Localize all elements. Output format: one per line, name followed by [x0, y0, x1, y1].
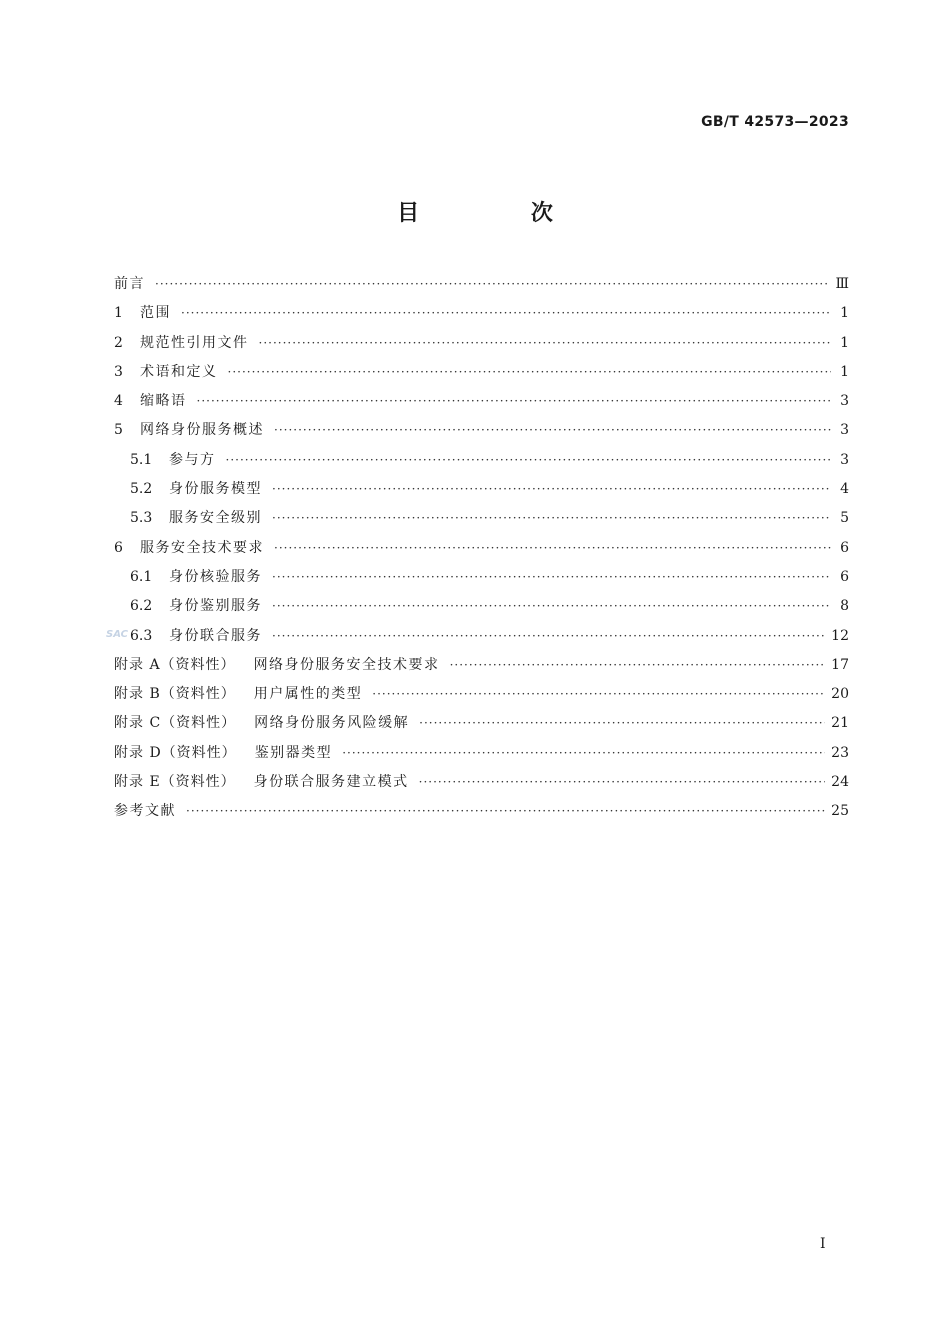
toc-entry-label: 身份联合服务: [169, 627, 262, 644]
toc-entry-number: 5.2: [130, 481, 153, 498]
toc-annex-heading: 附录 B（资料性）: [114, 686, 236, 703]
toc-annex-heading: 附录 A（资料性）: [114, 656, 236, 673]
toc-entry-page: 4: [840, 481, 849, 498]
toc-entry-page: 17: [831, 656, 849, 673]
toc-entry-label: 前言: [114, 276, 145, 292]
toc-entry-number: 6: [114, 539, 123, 556]
footer-page-number: I: [820, 1236, 826, 1252]
toc-leader-dots: [419, 709, 825, 738]
toc-leader-dots: [450, 651, 826, 680]
toc-entry-page: 25: [831, 803, 849, 820]
toc-entry-number: 3: [114, 363, 123, 380]
toc-entry-annex-a[interactable]: [114, 651, 849, 680]
toc-entry-page: 6: [840, 568, 849, 585]
toc-entry-annex-b[interactable]: [114, 680, 849, 709]
toc-entry-page: 8: [840, 598, 849, 615]
toc-entry-label: 网络身份服务风险缓解: [254, 715, 410, 732]
toc-leader-dots: [186, 797, 825, 826]
toc-entry-annex-c[interactable]: [114, 709, 849, 738]
toc-leader-dots: [272, 504, 831, 533]
toc-leader-dots: [274, 416, 831, 445]
toc-entry-number: 5.1: [130, 451, 153, 468]
toc-entry-page: 3: [840, 393, 849, 410]
toc-entry-annex-d[interactable]: [114, 739, 849, 768]
toc-annex-heading: 附录 C（资料性）: [114, 715, 237, 732]
toc-leader-dots: [226, 446, 832, 475]
toc-entry-page: Ⅲ: [835, 276, 849, 292]
toc-entry-page: 6: [840, 539, 849, 556]
toc-entry-annex-e[interactable]: [114, 768, 849, 797]
toc-leader-dots: [181, 299, 831, 328]
toc-leader-dots: [272, 592, 831, 621]
toc-leader-dots: [272, 622, 825, 651]
toc-entry-3[interactable]: [114, 358, 849, 387]
toc-entry-number: 5: [114, 422, 123, 439]
toc-entry-label: 用户属性的类型: [253, 686, 363, 703]
toc-entry-page: 21: [831, 715, 849, 732]
toc-leader-dots: [272, 475, 831, 504]
toc-entry-label: 身份服务模型: [169, 481, 262, 498]
toc-entry-4[interactable]: [114, 387, 849, 416]
table-of-contents: [114, 270, 849, 827]
toc-entry-preface[interactable]: [114, 270, 849, 299]
toc-entry-page: 23: [831, 744, 849, 761]
standard-code: GB/T 42573—2023: [701, 114, 849, 130]
toc-entry-bibliography[interactable]: [114, 797, 849, 826]
toc-entry-label: 服务安全级别: [169, 510, 262, 527]
toc-entry-number: 2: [114, 334, 123, 351]
toc-entry-label: 身份联合服务建立模式: [253, 774, 409, 791]
toc-entry-page: 1: [840, 334, 849, 351]
toc-entry-label: 服务安全技术要求: [140, 539, 264, 556]
toc-entry-label: 鉴别器类型: [254, 744, 333, 761]
toc-entry-page: 3: [840, 422, 849, 439]
toc-entry-1[interactable]: [114, 299, 849, 328]
toc-entry-number: 6.3: [130, 627, 153, 644]
toc-leader-dots: [372, 680, 825, 709]
toc-entry-number: 1: [114, 305, 123, 322]
toc-entry-6[interactable]: [114, 534, 849, 563]
toc-leader-dots: [272, 563, 831, 592]
watermark-logo: SAC: [106, 629, 128, 640]
toc-entry-label: 网络身份服务概述: [140, 422, 264, 439]
toc-entry-page: 5: [840, 510, 849, 527]
toc-entry-page: 12: [831, 627, 849, 644]
toc-entry-label: 范围: [140, 305, 171, 322]
toc-leader-dots: [274, 534, 831, 563]
toc-entry-number: 5.3: [130, 510, 153, 527]
toc-entry-label: 身份核验服务: [169, 568, 262, 585]
toc-entry-label: 术语和定义: [140, 363, 218, 380]
toc-entry-label: 网络身份服务安全技术要求: [253, 656, 440, 673]
toc-leader-dots: [419, 768, 826, 797]
toc-annex-heading: 附录 D（资料性）: [114, 744, 237, 761]
toc-entry-2[interactable]: [114, 329, 849, 358]
page-title: 目 次: [397, 201, 605, 226]
toc-entry-6-1[interactable]: [114, 563, 849, 592]
toc-entry-page: 1: [840, 305, 849, 322]
toc-entry-page: 3: [840, 451, 849, 468]
toc-entry-label: 身份鉴别服务: [169, 598, 262, 615]
toc-entry-page: 20: [831, 686, 849, 703]
toc-entry-5-3[interactable]: [114, 504, 849, 533]
toc-entry-page: 1: [840, 363, 849, 380]
toc-entry-label: 参考文献: [114, 803, 176, 820]
toc-entry-5-2[interactable]: [114, 475, 849, 504]
toc-entry-number: 6.1: [130, 568, 153, 585]
toc-entry-number: 4: [114, 393, 123, 410]
toc-leader-dots: [228, 358, 832, 387]
toc-leader-dots: [342, 739, 825, 768]
toc-entry-number: 6.2: [130, 598, 153, 615]
toc-entry-label: 参与方: [169, 451, 216, 468]
toc-entry-6-2[interactable]: [114, 592, 849, 621]
toc-entry-label: 缩略语: [140, 393, 187, 410]
toc-leader-dots: [259, 329, 832, 358]
toc-entry-5[interactable]: [114, 416, 849, 445]
toc-annex-heading: 附录 E（资料性）: [114, 774, 236, 791]
toc-entry-6-3[interactable]: [114, 622, 849, 651]
toc-entry-page: 24: [831, 774, 849, 791]
toc-entry-label: 规范性引用文件: [140, 334, 249, 351]
toc-leader-dots: [155, 270, 829, 299]
toc-leader-dots: [197, 387, 832, 416]
toc-entry-5-1[interactable]: [114, 446, 849, 475]
